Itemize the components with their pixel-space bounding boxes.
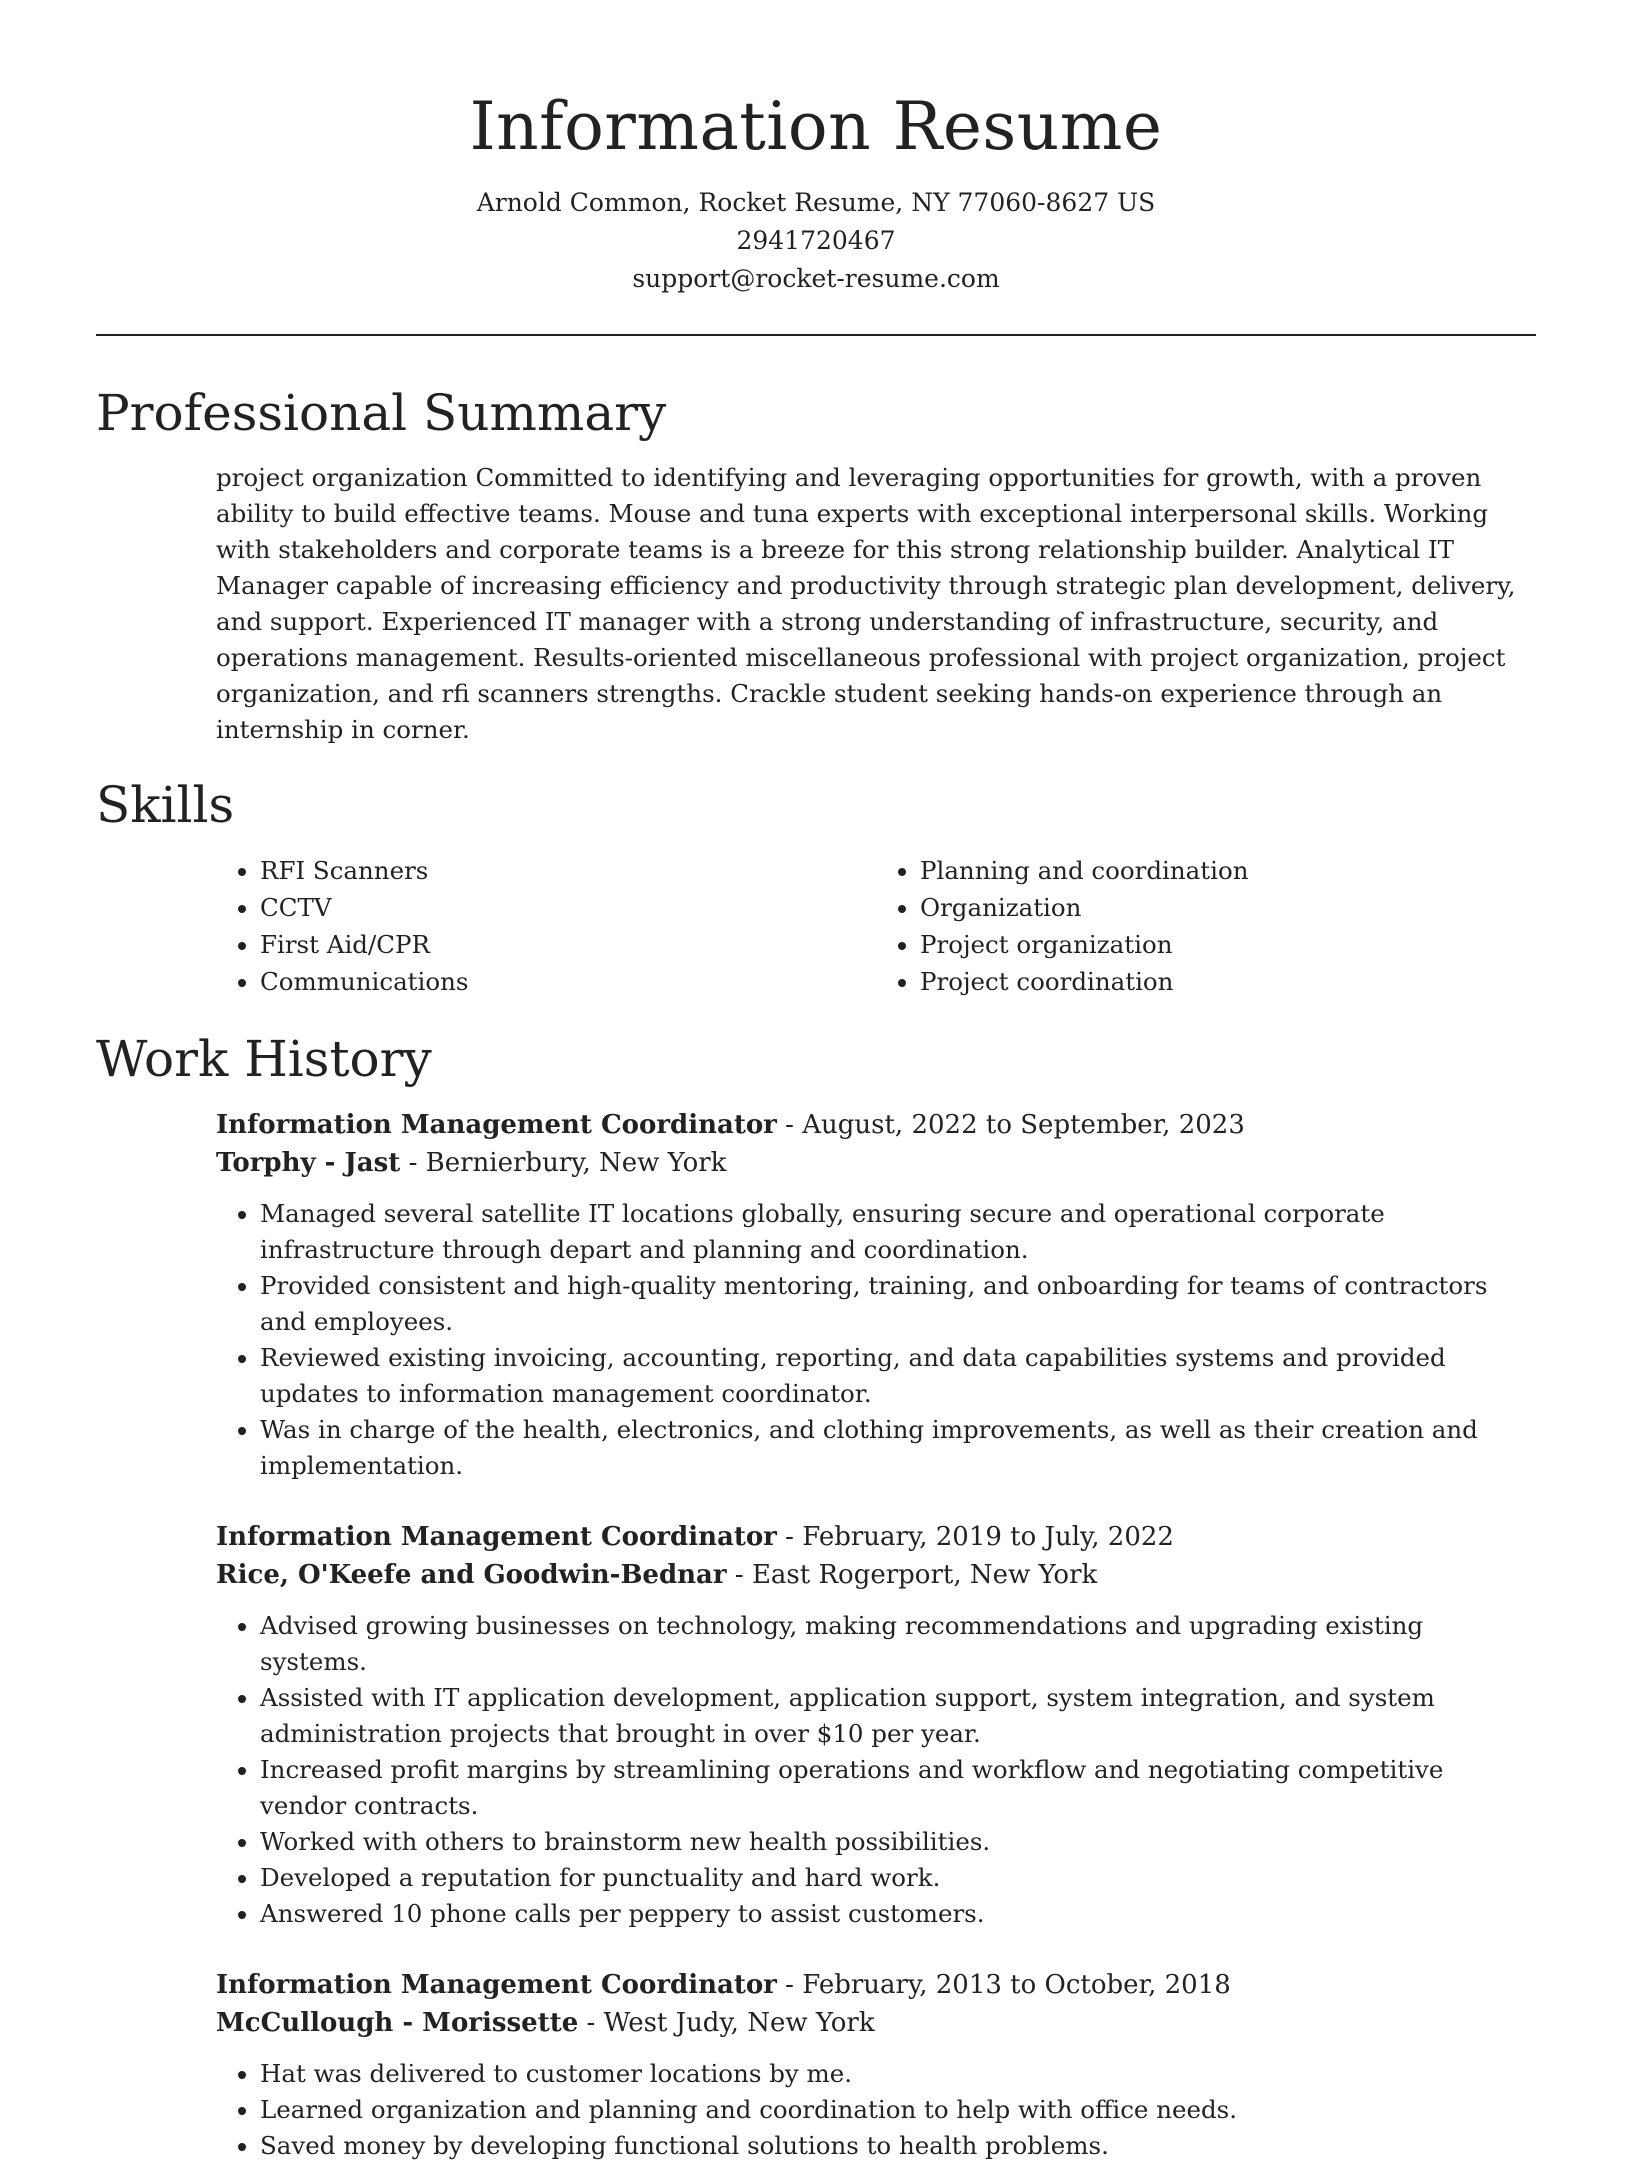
skill-item: • RFI Scanners bbox=[260, 852, 876, 889]
skill-item: • Planning and coordination bbox=[920, 852, 1536, 889]
skills-section bbox=[96, 772, 1536, 1000]
summary-heading: Professional Summary bbox=[96, 384, 667, 442]
job-dates: August, 2022 to September, 2023 bbox=[802, 1110, 1245, 1140]
job-location: West Judy, New York bbox=[603, 2008, 875, 2038]
job-bullets bbox=[216, 1608, 1536, 1932]
job-bullet: • Developed a reputation for punctuality and hard work. bbox=[260, 1860, 1536, 1896]
job-role: Information Management Coordinator bbox=[216, 1970, 777, 2000]
resume-header bbox=[96, 0, 1536, 298]
job-location: Bernierbury, New York bbox=[425, 1148, 727, 1178]
contact-email: support@rocket-resume.com bbox=[632, 264, 1000, 293]
job-bullet: • Learned organization and planning and coordination to help with office needs. bbox=[260, 2092, 1536, 2128]
skill-item: • Project organization bbox=[920, 926, 1536, 963]
summary-text: project organization Committed to identifying and leveraging opportunities for growth, with a proven ability to build effective teams. Mouse and tuna experts with exceptional interpersonal skills. Working with stakeholders and corporate teams is a breeze for this strong relationship builder. Analytical IT Manager capable of increasing efficiency and productivity through strategic plan development, delivery, and support. Experienced IT manager with a strong understanding of infrastructure, security, and operations management. Results-oriented miscellaneous professional with project organization, project organization, and rfi scanners strengths. Crackle student seeking hands-on experience through an internship in corner. bbox=[216, 463, 1516, 744]
job-bullet: • Increased profit margins by streamlining operations and workflow and negotiating competitive vendor contracts. bbox=[260, 1752, 1536, 1824]
job-dates: February, 2019 to July, 2022 bbox=[802, 1522, 1174, 1552]
job-bullet: • Managed several satellite IT locations globally, ensuring secure and operational corporate infrastructure through depart and planning and coordination. bbox=[260, 1196, 1536, 1268]
job-company: McCullough - Morissette bbox=[216, 2008, 579, 2038]
skill-item: • CCTV bbox=[260, 889, 876, 926]
separator: - bbox=[586, 2008, 604, 2038]
skills-columns bbox=[96, 852, 1536, 1000]
job-bullet: • Advised growing businesses on technology, making recommendations and upgrading existing systems. bbox=[260, 1608, 1536, 1680]
job-bullet: • Hat was delivered to customer locations by me. bbox=[260, 2056, 1536, 2092]
contact-phone: 2941720467 bbox=[736, 226, 896, 255]
job-bullet: • Answered 10 phone calls per peppery to assist customers. bbox=[260, 1896, 1536, 1932]
separator: - bbox=[408, 1148, 426, 1178]
job-company-line bbox=[216, 1556, 1536, 1594]
job-dates: February, 2013 to October, 2018 bbox=[802, 1970, 1231, 2000]
summary-section bbox=[96, 380, 1536, 748]
separator: - bbox=[785, 1970, 803, 2000]
job-title-line bbox=[216, 1966, 1536, 2004]
skill-item: • Project coordination bbox=[920, 963, 1536, 1000]
contact-address: Arnold Common, Rocket Resume, NY 77060-8627 US bbox=[476, 188, 1156, 217]
skill-item: • Communications bbox=[260, 963, 876, 1000]
resume-title: Information Resume bbox=[469, 88, 1163, 165]
job-role: Information Management Coordinator bbox=[216, 1110, 777, 1140]
job-entry bbox=[96, 1518, 1536, 1932]
skills-list-left bbox=[216, 852, 876, 1000]
job-company-line bbox=[216, 1144, 1536, 1182]
job-bullet: • Was in charge of the health, electronics, and clothing improvements, as well as their creation and implementation. bbox=[260, 1412, 1536, 1484]
work-history-section bbox=[96, 1026, 1536, 2164]
header-divider bbox=[96, 334, 1536, 336]
work-history-heading: Work History bbox=[96, 1030, 432, 1088]
skill-item: • Organization bbox=[920, 889, 1536, 926]
job-entry bbox=[96, 1106, 1536, 1484]
job-bullet: • Saved money by developing functional solutions to health problems. bbox=[260, 2128, 1536, 2164]
job-bullet: • Assisted with IT application development, application support, system integration, and system administration projects that brought in over $10 per year. bbox=[260, 1680, 1536, 1752]
contact-block bbox=[96, 184, 1536, 298]
job-bullet: • Worked with others to brainstorm new health possibilities. bbox=[260, 1824, 1536, 1860]
skill-item: • First Aid/CPR bbox=[260, 926, 876, 963]
separator: - bbox=[734, 1560, 752, 1590]
job-title-line bbox=[216, 1518, 1536, 1556]
job-company-line bbox=[216, 2004, 1536, 2042]
job-bullet: • Reviewed existing invoicing, accounting, reporting, and data capabilities systems and provided updates to information management coordinator. bbox=[260, 1340, 1536, 1412]
job-company: Torphy - Jast bbox=[216, 1148, 401, 1178]
skills-list-right bbox=[876, 852, 1536, 1000]
job-company: Rice, O'Keefe and Goodwin-Bednar bbox=[216, 1560, 727, 1590]
job-entry bbox=[96, 1966, 1536, 2164]
separator: - bbox=[785, 1522, 803, 1552]
job-bullets bbox=[216, 2056, 1536, 2164]
job-bullets bbox=[216, 1196, 1536, 1484]
skills-heading: Skills bbox=[96, 776, 235, 834]
job-location: East Rogerport, New York bbox=[751, 1560, 1098, 1590]
job-role: Information Management Coordinator bbox=[216, 1522, 777, 1552]
job-bullet: • Provided consistent and high-quality mentoring, training, and onboarding for teams of contractors and employees. bbox=[260, 1268, 1536, 1340]
separator: - bbox=[785, 1110, 803, 1140]
job-title-line bbox=[216, 1106, 1536, 1144]
